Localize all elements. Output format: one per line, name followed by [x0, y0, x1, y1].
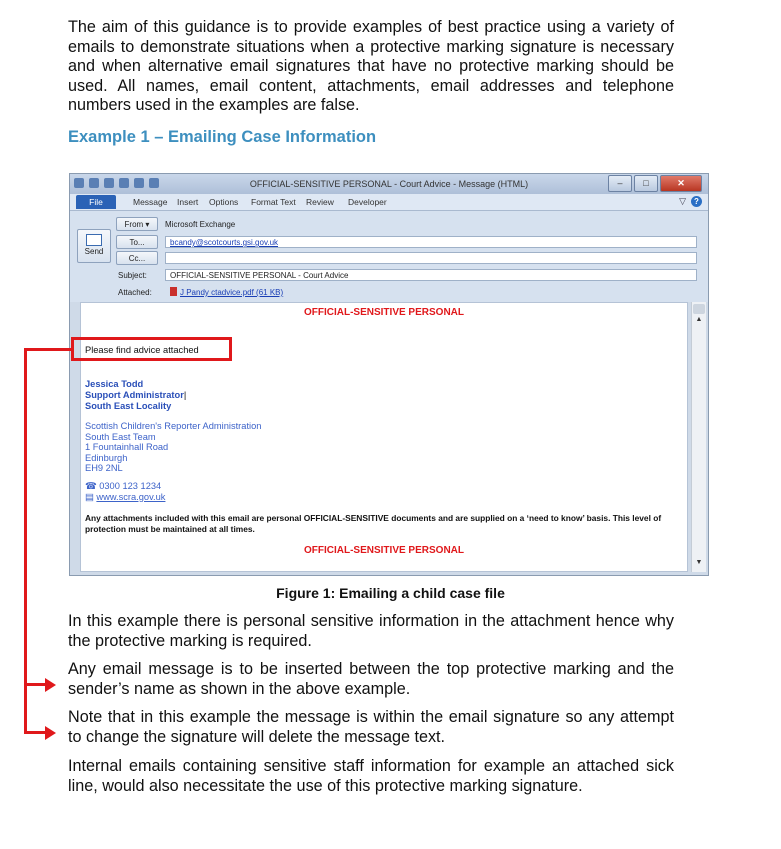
tab-options[interactable]: Options [209, 197, 239, 207]
send-icon [86, 234, 102, 246]
tab-insert[interactable]: Insert [177, 197, 199, 207]
annotation-arrowhead-1 [45, 678, 56, 692]
collapse-ribbon-icon[interactable]: ▽ [679, 196, 686, 206]
cc-button[interactable]: Cc... [116, 251, 158, 265]
message-text: Please find advice attached [85, 345, 199, 355]
tab-message[interactable]: Message [133, 197, 168, 207]
tab-review[interactable]: Review [306, 197, 334, 207]
to-recipient[interactable]: bcandy@scotcourts.gsi.gov.uk [170, 238, 279, 247]
org-line: 1 Fountainhall Road [85, 442, 169, 452]
attachment-link[interactable]: J Pandy ctadvice.pdf (61 KB) [180, 288, 284, 297]
subject-field[interactable]: OFFICIAL-SENSITIVE PERSONAL - Court Advice [165, 269, 697, 281]
section-heading: Example 1 – Emailing Case Information [68, 128, 377, 146]
pdf-icon [170, 287, 177, 296]
to-button[interactable]: To... [116, 235, 158, 249]
paragraph-1: In this example there is personal sensitive information in the attachment hence why the protective marking is required. [68, 612, 674, 650]
vertical-scrollbar[interactable] [691, 302, 706, 572]
signature-block [85, 379, 186, 412]
org-line: Edinburgh [85, 452, 128, 463]
tab-developer[interactable]: Developer [348, 197, 387, 207]
subject-label: Subject: [118, 271, 147, 280]
annotation-connector [24, 348, 72, 351]
window-title: OFFICIAL-SENSITIVE PERSONAL - Court Advice - Message (HTML) [249, 179, 529, 189]
paragraph-4: Internal emails containing sensitive staff information for example an attached sick line, would also necessitate the use of this protective marking signature. [68, 757, 674, 795]
scroll-down-icon[interactable]: ▼ [695, 559, 703, 566]
org-line: EH9 2NL [85, 463, 123, 473]
org-line: Scottish Children's Reporter Administration [85, 421, 262, 431]
from-button[interactable]: From ▾ [116, 217, 158, 231]
message-header [70, 211, 708, 302]
annotation-arrow-line-2 [24, 731, 46, 734]
send-button[interactable] [77, 229, 111, 263]
org-address [85, 421, 261, 474]
intro-paragraph: The aim of this guidance is to provide examples of best practice using a variety of emails to demonstrate situations when a protective marking signature is necessary and when alternative email signatures that have no protective marking should be used. All names, email content, attachments, email addresses and telephone numbers used in the examples are false. [68, 18, 674, 115]
top-protective-marking: OFFICIAL-SENSITIVE PERSONAL [303, 307, 464, 318]
bottom-protective-marking: OFFICIAL-SENSITIVE PERSONAL [303, 545, 464, 556]
ribbon-tabs [70, 194, 708, 211]
send-label: Send [84, 247, 104, 256]
website-link[interactable]: www.scra.gov.uk [96, 491, 166, 502]
annotation-arrow-line-1 [24, 683, 46, 686]
figure-caption: Figure 1: Emailing a child case file [276, 585, 505, 601]
text-cursor: | [183, 390, 187, 400]
email-screenshot [69, 173, 709, 576]
ruler-icon[interactable] [693, 304, 705, 314]
paragraph-3: Note that in this example the message is within the email signature so any attempt to change the signature will delete the message text. [68, 708, 674, 746]
minimize-button[interactable]: – [608, 175, 632, 192]
web-icon: ▤ [85, 491, 94, 502]
message-highlight-box [71, 337, 232, 361]
sig-name: Jessica Todd [85, 379, 144, 389]
attached-label: Attached: [118, 288, 152, 297]
annotation-arrowhead-2 [45, 726, 56, 740]
window-titlebar [70, 174, 708, 194]
to-field[interactable] [165, 236, 697, 248]
sig-role: Support Administrator [85, 390, 184, 400]
close-button[interactable]: ✕ [660, 175, 702, 192]
tab-format-text[interactable]: Format Text [251, 197, 296, 207]
phone-icon: ☎ [85, 481, 97, 491]
scroll-up-icon[interactable]: ▲ [695, 316, 703, 323]
from-value: Microsoft Exchange [165, 220, 236, 229]
tab-file[interactable]: File [76, 195, 116, 209]
paragraph-2: Any email message is to be inserted between the top protective marking and the sender’s name as shown in the above example. [68, 660, 674, 698]
help-icon[interactable]: ? [691, 196, 702, 207]
cc-field[interactable] [165, 252, 697, 264]
attachment-field[interactable] [165, 286, 697, 298]
sig-locality: South East Locality [85, 401, 172, 411]
contact-block [85, 481, 165, 502]
org-line: South East Team [85, 431, 156, 442]
annotation-vertical-line [24, 348, 27, 733]
phone-number: 0300 123 1234 [99, 481, 162, 491]
disclaimer-text: Any attachments included with this email are personal OFFICIAL-SENSITIVE documents and are supplied on a ‘need to know’ basis. This level of protection must be maintained at all times. [85, 513, 662, 534]
maximize-button[interactable]: □ [634, 175, 658, 192]
